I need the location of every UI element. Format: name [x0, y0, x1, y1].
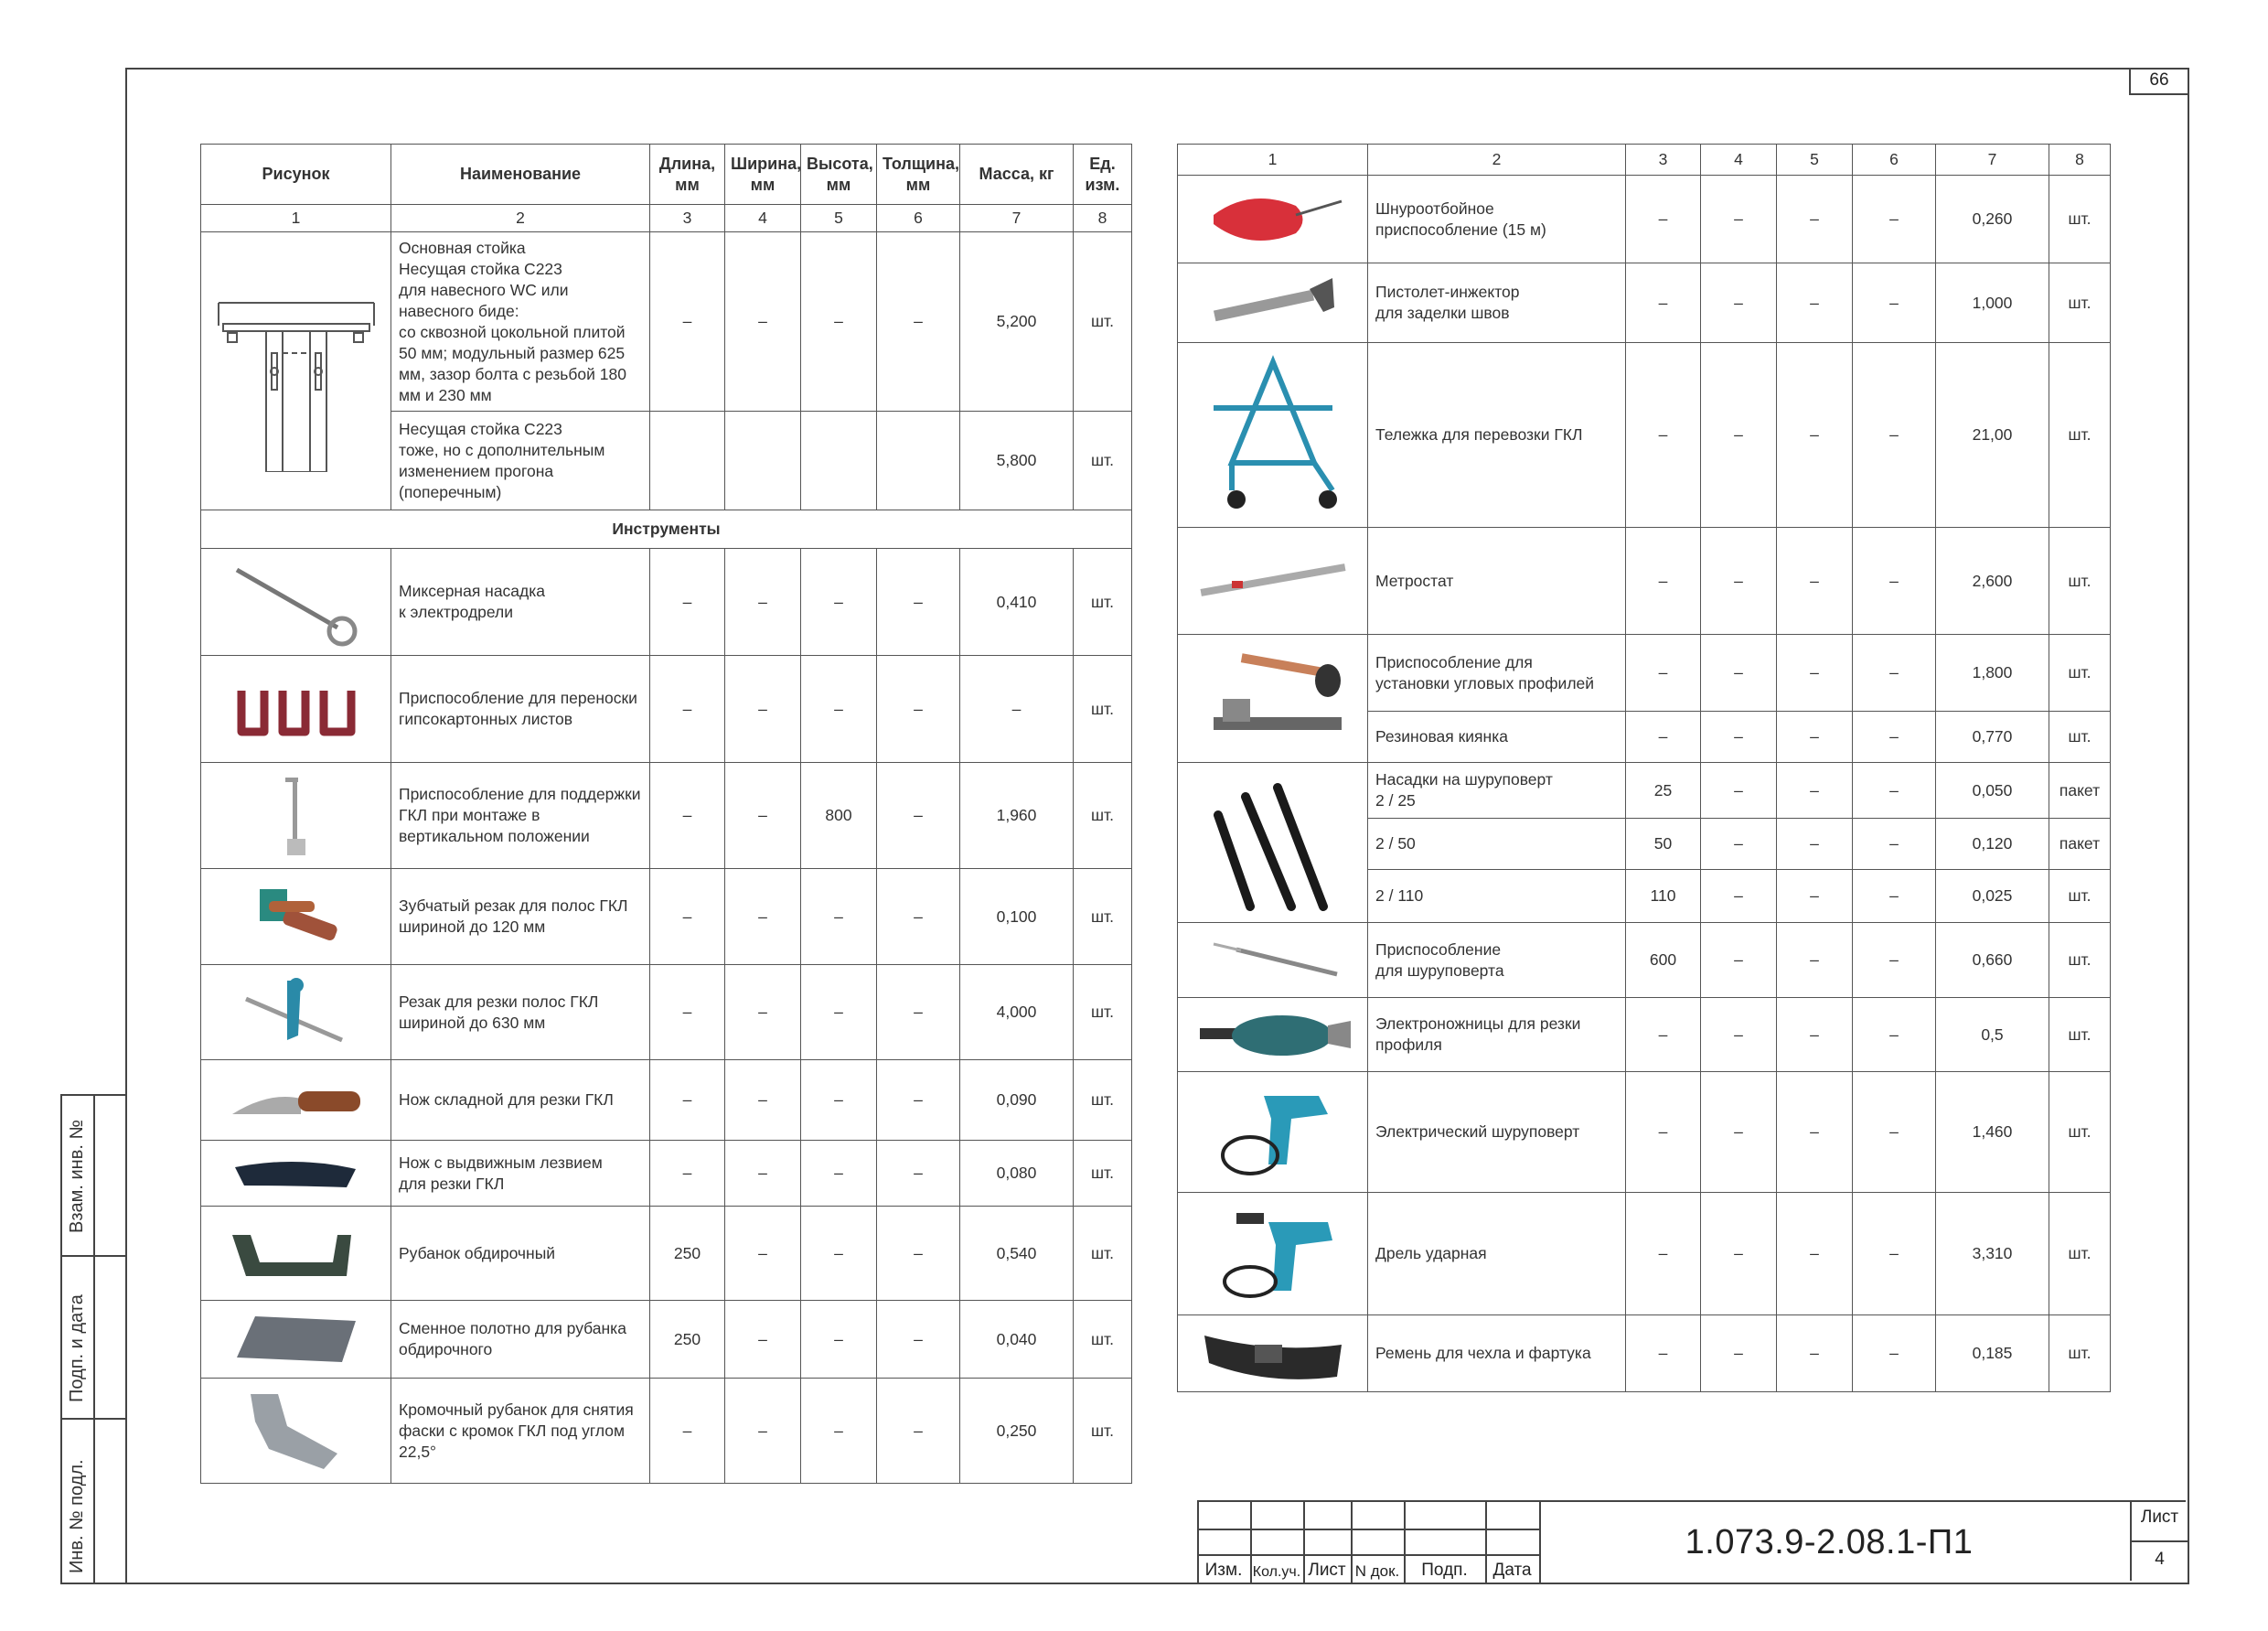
- folding-knife-icon: [201, 1060, 391, 1141]
- cell-thickness: –: [1853, 635, 1936, 712]
- col-num: 2: [391, 205, 650, 232]
- cell-height: –: [1777, 998, 1853, 1072]
- cell-mass: 0,090: [960, 1060, 1074, 1141]
- cell-unit: шт.: [1074, 1301, 1132, 1379]
- table-row: [201, 1141, 1132, 1207]
- cell-length: –: [650, 1141, 725, 1207]
- cell-mass: 0,080: [960, 1141, 1074, 1207]
- cell-length: –: [650, 1060, 725, 1141]
- cell-height: –: [1777, 1072, 1853, 1193]
- cell-length: –: [650, 965, 725, 1060]
- cell-thickness: –: [1853, 1193, 1936, 1315]
- table-row: [201, 1060, 1132, 1141]
- cell-thickness: –: [877, 656, 960, 763]
- left-number-row: [201, 205, 1132, 232]
- cell-width: –: [1701, 1072, 1777, 1193]
- cell-length: 250: [650, 1301, 725, 1379]
- row-name: Несущая стойка C223 тоже, но с дополнительным изменением прогона (поперечным): [391, 412, 650, 510]
- cell-height: –: [801, 1060, 877, 1141]
- col-num: 4: [725, 205, 801, 232]
- cell-width: –: [1701, 1315, 1777, 1392]
- cell-thickness: –: [877, 869, 960, 965]
- cell-width: –: [1701, 712, 1777, 763]
- side-label-podp: Подп. и дата: [67, 1294, 87, 1402]
- row-name: Основная стойка Несущая стойка C223 для навесного WC или навесного биде: со сквозной цокольной плитой 50 мм; модульный размер 625 мм, зазор болта с резьбой 180 мм и 230 мм: [391, 232, 650, 412]
- cell-length: –: [1626, 176, 1701, 263]
- plane-blade-icon: [201, 1301, 391, 1379]
- power-shears-icon: [1178, 998, 1368, 1072]
- row-name: Резиновая киянка: [1368, 712, 1626, 763]
- col-num: 8: [1074, 205, 1132, 232]
- screw-bits-icon: [1178, 763, 1368, 923]
- board-carrier-icon: [201, 656, 391, 763]
- cell-unit: шт.: [1074, 412, 1132, 510]
- col-num: 5: [1777, 145, 1853, 176]
- cell-unit: шт.: [2049, 998, 2111, 1072]
- measuring-rod-icon: [1178, 528, 1368, 635]
- cell-length: –: [1626, 263, 1701, 343]
- cell-thickness: [877, 412, 960, 510]
- table-row: [1178, 635, 2111, 712]
- cell-thickness: –: [1853, 1315, 1936, 1392]
- left-spec-table: [200, 144, 1132, 1484]
- cell-mass: 0,185: [1936, 1315, 2049, 1392]
- cell-unit: шт.: [1074, 965, 1132, 1060]
- chalk-line-icon: [1178, 176, 1368, 263]
- col-num: 7: [960, 205, 1074, 232]
- row-name: Метростат: [1368, 528, 1626, 635]
- table-row: [1178, 263, 2111, 343]
- cell-thickness: –: [877, 232, 960, 412]
- table-row: [201, 763, 1132, 869]
- right-spec-table: [1177, 144, 2111, 1392]
- header-thickness: Толщина, мм: [877, 145, 960, 205]
- header-length: Длина, мм: [650, 145, 725, 205]
- cell-thickness: –: [1853, 819, 1936, 870]
- table-row: [1178, 528, 2111, 635]
- cell-mass: 1,960: [960, 763, 1074, 869]
- cell-length: –: [650, 656, 725, 763]
- table-row: [201, 1379, 1132, 1484]
- toothed-cutter-icon: [201, 869, 391, 965]
- sheet-number: 4: [2132, 1540, 2188, 1570]
- cell-height: –: [1777, 819, 1853, 870]
- table-row: [201, 1207, 1132, 1301]
- cell-length: –: [1626, 998, 1701, 1072]
- cell-unit: пакет: [2049, 819, 2111, 870]
- cell-mass: 5,200: [960, 232, 1074, 412]
- cell-thickness: –: [1853, 998, 1936, 1072]
- stamp-data: Дата: [1492, 1561, 1532, 1580]
- cell-unit: шт.: [2049, 923, 2111, 998]
- cell-width: –: [725, 1141, 801, 1207]
- cell-length: 25: [1626, 763, 1701, 819]
- cell-width: –: [1701, 763, 1777, 819]
- cell-thickness: –: [1853, 923, 1936, 998]
- side-label-vzam: Взам. инв. №: [67, 1120, 87, 1233]
- col-num: 6: [877, 205, 960, 232]
- row-name: Сменное полотно для рубанка обдирочного: [391, 1301, 650, 1379]
- cell-height: –: [1777, 176, 1853, 263]
- cell-length: 110: [1626, 870, 1701, 923]
- table-row: [1178, 1315, 2111, 1392]
- mixer-paddle-icon: [201, 549, 391, 656]
- row-name: Приспособление для поддержки ГКЛ при монтаже в вертикальном положении: [391, 763, 650, 869]
- cell-width: –: [1701, 263, 1777, 343]
- cell-width: –: [725, 1379, 801, 1484]
- header-unit: Ед. изм.: [1074, 145, 1132, 205]
- cell-width: –: [725, 232, 801, 412]
- row-name: Рубанок обдирочный: [391, 1207, 650, 1301]
- cell-unit: шт.: [2049, 263, 2111, 343]
- electric-screwdriver-icon: [1178, 1072, 1368, 1193]
- cell-mass: 3,310: [1936, 1193, 2049, 1315]
- cell-unit: шт.: [2049, 712, 2111, 763]
- cell-height: –: [801, 656, 877, 763]
- row-name: Нож складной для резки ГКЛ: [391, 1060, 650, 1141]
- cell-unit: пакет: [2049, 763, 2111, 819]
- board-lifter-icon: [201, 763, 391, 869]
- header-height: Высота, мм: [801, 145, 877, 205]
- cell-width: –: [725, 763, 801, 869]
- col-num: 3: [1626, 145, 1701, 176]
- table-row: [201, 549, 1132, 656]
- cell-height: –: [801, 549, 877, 656]
- row-name: Ремень для чехла и фартука: [1368, 1315, 1626, 1392]
- cell-thickness: –: [877, 1060, 960, 1141]
- cell-length: –: [1626, 1315, 1701, 1392]
- corner-tool-mallet-icon: [1178, 635, 1368, 763]
- table-row: [201, 965, 1132, 1060]
- cell-width: –: [725, 1301, 801, 1379]
- cell-unit: шт.: [1074, 1060, 1132, 1141]
- cell-length: –: [650, 1379, 725, 1484]
- edge-plane-icon: [201, 1379, 391, 1484]
- table-row: [1178, 176, 2111, 263]
- cell-height: –: [1777, 528, 1853, 635]
- row-name: Нож с выдвижным лезвием для резки ГКЛ: [391, 1141, 650, 1207]
- table-row: [201, 1301, 1132, 1379]
- cell-height: –: [801, 1301, 877, 1379]
- row-name: Тележка для перевозки ГКЛ: [1368, 343, 1626, 528]
- cell-width: –: [1701, 528, 1777, 635]
- row-name: Шнуроотбойное приспособление (15 м): [1368, 176, 1626, 263]
- cell-height: [801, 412, 877, 510]
- cell-mass: 0,5: [1936, 998, 2049, 1072]
- stamp-kol: Кол.уч.: [1252, 1564, 1301, 1580]
- cell-length: –: [1626, 712, 1701, 763]
- cell-thickness: –: [1853, 528, 1936, 635]
- cell-thickness: –: [1853, 763, 1936, 819]
- cell-height: –: [1777, 712, 1853, 763]
- col-num: 3: [650, 205, 725, 232]
- cell-height: –: [801, 965, 877, 1060]
- row-name: Кромочный рубанок для снятия фаски с кромок ГКЛ под углом 22,5°: [391, 1379, 650, 1484]
- table-row: [201, 656, 1132, 763]
- table-row: [1178, 923, 2111, 998]
- cell-length: 250: [650, 1207, 725, 1301]
- installation-frame-icon: [201, 232, 391, 510]
- screwdriver-attachment-icon: [1178, 923, 1368, 998]
- cell-thickness: –: [1853, 343, 1936, 528]
- cell-mass: 0,050: [1936, 763, 2049, 819]
- cell-mass: 0,770: [1936, 712, 2049, 763]
- cell-length: –: [1626, 528, 1701, 635]
- cell-mass: 5,800: [960, 412, 1074, 510]
- cell-mass: 0,540: [960, 1207, 1074, 1301]
- cell-width: –: [1701, 176, 1777, 263]
- cell-height: –: [1777, 763, 1853, 819]
- cell-unit: шт.: [2049, 870, 2111, 923]
- table-row: [1178, 763, 2111, 819]
- cell-thickness: –: [877, 1141, 960, 1207]
- table-row: [1178, 1072, 2111, 1193]
- cell-length: –: [650, 869, 725, 965]
- cell-unit: шт.: [1074, 656, 1132, 763]
- cell-height: –: [1777, 1315, 1853, 1392]
- header-name: Наименование: [391, 145, 650, 205]
- cell-height: –: [801, 869, 877, 965]
- stamp-ndok: N док.: [1354, 1562, 1400, 1580]
- stamp-podp: Подп.: [1421, 1561, 1468, 1580]
- cell-height: –: [1777, 923, 1853, 998]
- cell-length: –: [1626, 343, 1701, 528]
- cell-thickness: –: [877, 763, 960, 869]
- row-name: Резак для резки полос ГКЛ шириной до 630 мм: [391, 965, 650, 1060]
- cell-length: –: [1626, 635, 1701, 712]
- rasp-plane-icon: [201, 1207, 391, 1301]
- cell-width: –: [725, 1207, 801, 1301]
- cell-unit: шт.: [2049, 176, 2111, 263]
- cell-mass: 0,260: [1936, 176, 2049, 263]
- cell-length: –: [650, 232, 725, 412]
- cell-thickness: –: [1853, 1072, 1936, 1193]
- cell-thickness: –: [877, 1379, 960, 1484]
- cell-mass: 0,410: [960, 549, 1074, 656]
- cell-width: [725, 412, 801, 510]
- cell-unit: шт.: [1074, 869, 1132, 965]
- row-name: Миксерная насадка к электродрели: [391, 549, 650, 656]
- header-width: Ширина, мм: [725, 145, 801, 205]
- tool-belt-icon: [1178, 1315, 1368, 1392]
- cell-length: –: [650, 549, 725, 656]
- cell-unit: шт.: [1074, 1141, 1132, 1207]
- cell-mass: 21,00: [1936, 343, 2049, 528]
- row-name: Приспособление для переноски гипсокартонных листов: [391, 656, 650, 763]
- table-row: [1178, 1193, 2111, 1315]
- cell-thickness: –: [877, 1207, 960, 1301]
- cell-unit: шт.: [2049, 1193, 2111, 1315]
- col-num: 1: [201, 205, 391, 232]
- row-name: Зубчатый резак для полос ГКЛ шириной до 120 мм: [391, 869, 650, 965]
- cell-unit: шт.: [2049, 343, 2111, 528]
- cell-length: –: [1626, 1193, 1701, 1315]
- row-name: Приспособление для шуруповерта: [1368, 923, 1626, 998]
- cell-unit: шт.: [1074, 549, 1132, 656]
- cell-width: –: [1701, 819, 1777, 870]
- sheet-number-top: 66: [2129, 68, 2189, 95]
- cell-height: 800: [801, 763, 877, 869]
- cell-height: –: [1777, 1193, 1853, 1315]
- col-num: 7: [1936, 145, 2049, 176]
- cell-height: –: [1777, 635, 1853, 712]
- col-num: 6: [1853, 145, 1936, 176]
- col-num: 8: [2049, 145, 2111, 176]
- sheet-box: [2130, 1500, 2188, 1581]
- document-code: 1.073.9-2.08.1-П1: [1685, 1523, 1974, 1561]
- row-name: Электроножницы для резки профиля: [1368, 998, 1626, 1072]
- cell-unit: шт.: [2049, 1315, 2111, 1392]
- cell-height: –: [1777, 263, 1853, 343]
- cell-width: –: [1701, 870, 1777, 923]
- cell-unit: шт.: [1074, 1207, 1132, 1301]
- row-name: Насадки на шуруповерт 2 / 25: [1368, 763, 1626, 819]
- cell-length: 50: [1626, 819, 1701, 870]
- cell-width: –: [1701, 635, 1777, 712]
- side-stamp-strip: [60, 1094, 126, 1584]
- header-mass: Масса, кг: [960, 145, 1074, 205]
- cell-height: –: [801, 1141, 877, 1207]
- cell-length: 600: [1626, 923, 1701, 998]
- cell-thickness: –: [1853, 712, 1936, 763]
- cell-unit: шт.: [1074, 1379, 1132, 1484]
- row-name: 2 / 110: [1368, 870, 1626, 923]
- cell-unit: шт.: [2049, 1072, 2111, 1193]
- cell-thickness: –: [877, 965, 960, 1060]
- row-name: Приспособление для установки угловых профилей: [1368, 635, 1626, 712]
- cell-length: [650, 412, 725, 510]
- cell-height: –: [1777, 343, 1853, 528]
- impact-drill-icon: [1178, 1193, 1368, 1315]
- cell-unit: шт.: [1074, 763, 1132, 869]
- cell-length: –: [1626, 1072, 1701, 1193]
- stamp-list: Лист: [1308, 1561, 1346, 1580]
- cell-width: –: [1701, 343, 1777, 528]
- row-name: Пистолет-инжектор для заделки швов: [1368, 263, 1626, 343]
- cell-width: –: [725, 549, 801, 656]
- sheet-label: Лист: [2140, 1508, 2179, 1527]
- cell-mass: 0,100: [960, 869, 1074, 965]
- board-cart-icon: [1178, 343, 1368, 528]
- cell-width: –: [725, 869, 801, 965]
- row-name: Электрический шуруповерт: [1368, 1072, 1626, 1193]
- cell-mass: –: [960, 656, 1074, 763]
- cell-mass: 0,660: [1936, 923, 2049, 998]
- table-row: [1178, 998, 2111, 1072]
- cell-height: –: [1777, 870, 1853, 923]
- cell-thickness: –: [1853, 870, 1936, 923]
- cell-thickness: –: [877, 549, 960, 656]
- section-row: [201, 510, 1132, 549]
- cell-unit: шт.: [1074, 232, 1132, 412]
- caulk-gun-icon: [1178, 263, 1368, 343]
- cell-mass: 0,250: [960, 1379, 1074, 1484]
- strip-cutter-icon: [201, 965, 391, 1060]
- header-picture: Рисунок: [201, 145, 391, 205]
- utility-knife-icon: [201, 1141, 391, 1207]
- cell-mass: 0,040: [960, 1301, 1074, 1379]
- cell-thickness: –: [1853, 176, 1936, 263]
- stamp-izm: Изм.: [1204, 1561, 1243, 1580]
- cell-mass: 4,000: [960, 965, 1074, 1060]
- cell-height: –: [801, 232, 877, 412]
- table-row: [1178, 343, 2111, 528]
- cell-unit: шт.: [2049, 635, 2111, 712]
- col-num: 2: [1368, 145, 1626, 176]
- col-num: 5: [801, 205, 877, 232]
- cell-unit: шт.: [2049, 528, 2111, 635]
- cell-width: –: [1701, 1193, 1777, 1315]
- cell-thickness: –: [1853, 263, 1936, 343]
- cell-width: –: [725, 1060, 801, 1141]
- row-name: 2 / 50: [1368, 819, 1626, 870]
- cell-mass: 1,000: [1936, 263, 2049, 343]
- cell-width: –: [725, 965, 801, 1060]
- cell-mass: 2,600: [1936, 528, 2049, 635]
- right-number-row: [1178, 145, 2111, 176]
- row-name: Дрель ударная: [1368, 1193, 1626, 1315]
- cell-height: –: [801, 1379, 877, 1484]
- col-num: 1: [1178, 145, 1368, 176]
- side-label-inv: Инв. № подл.: [67, 1459, 87, 1573]
- cell-width: –: [1701, 998, 1777, 1072]
- cell-width: –: [1701, 923, 1777, 998]
- cell-height: –: [801, 1207, 877, 1301]
- cell-thickness: –: [877, 1301, 960, 1379]
- cell-mass: 0,120: [1936, 819, 2049, 870]
- table-row: [201, 869, 1132, 965]
- cell-mass: 1,460: [1936, 1072, 2049, 1193]
- col-num: 4: [1701, 145, 1777, 176]
- cell-mass: 1,800: [1936, 635, 2049, 712]
- cell-width: –: [725, 656, 801, 763]
- table-row: [201, 232, 1132, 412]
- section-title: Инструменты: [201, 510, 1132, 549]
- left-header-row: [201, 145, 1132, 205]
- cell-mass: 0,025: [1936, 870, 2049, 923]
- cell-length: –: [650, 763, 725, 869]
